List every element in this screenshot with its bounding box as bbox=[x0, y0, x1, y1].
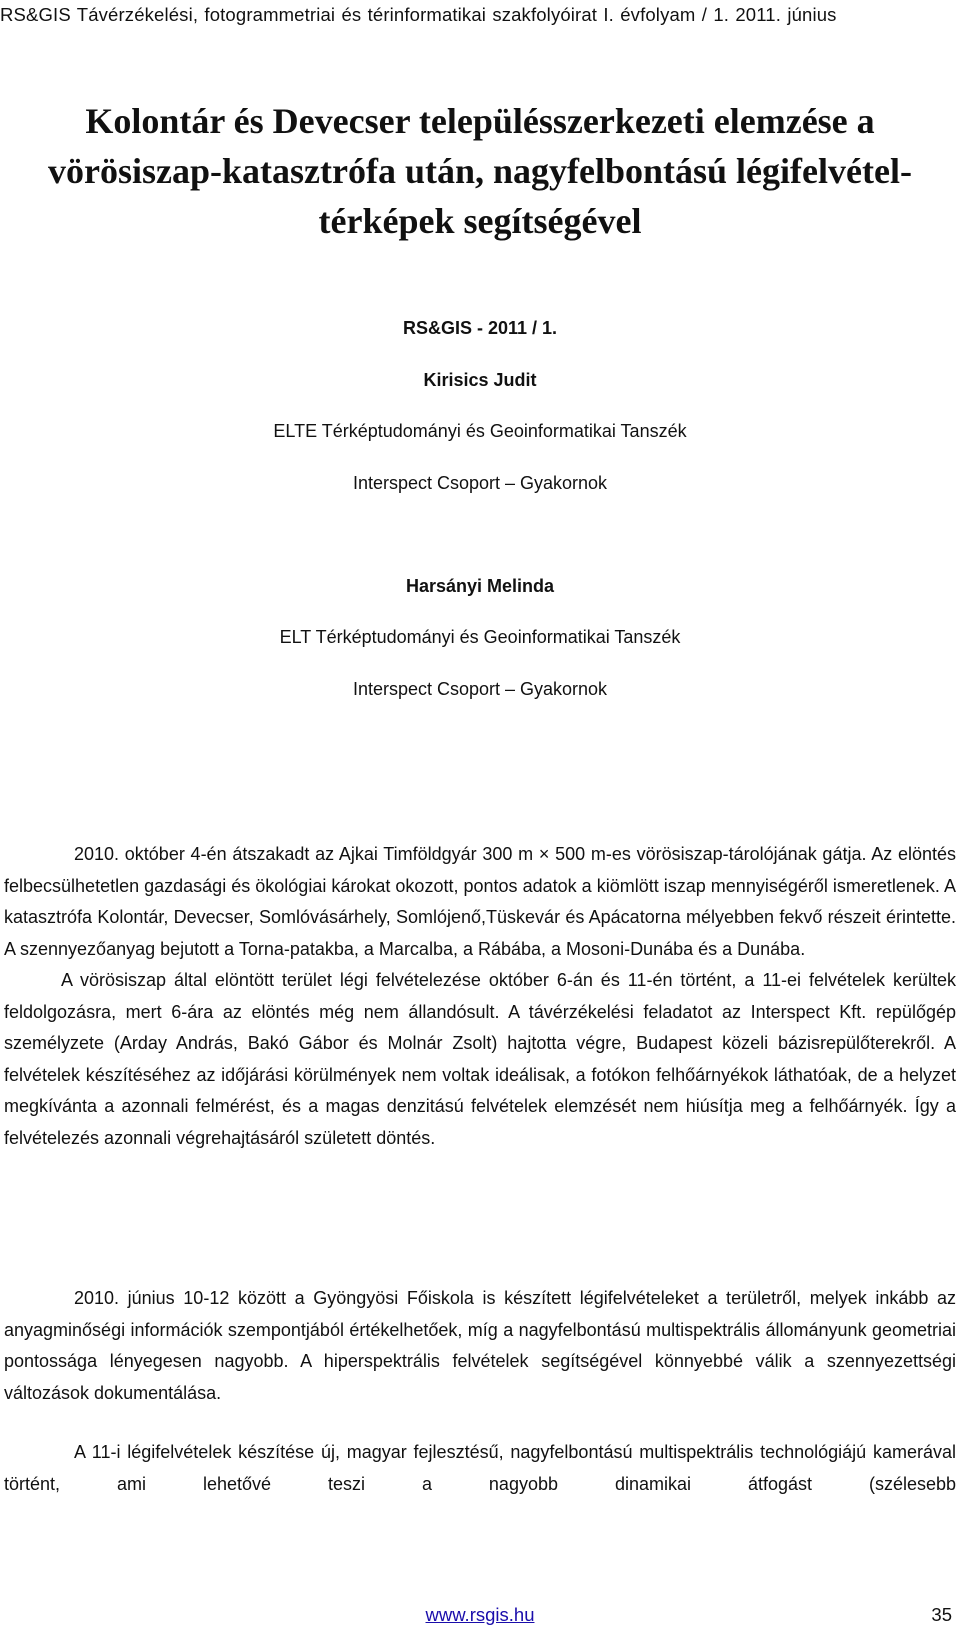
article-title bbox=[0, 96, 960, 246]
footer-website-link[interactable]: www.rsgis.hu bbox=[425, 1604, 535, 1625]
body-section-1 bbox=[4, 844, 956, 1154]
paragraph: A 11-i légifelvételek készítése új, magyar fejlesztésű, nagyfelbontású multispektrális technológiájú kamerával történt, ami lehetővé teszi a nagyobb dinamikai átfogást (szélesebb bbox=[4, 1442, 956, 1494]
author-affiliation: ELT Térképtudományi és Geoinformatikai Tanszék bbox=[279, 627, 681, 647]
page-number: 35 bbox=[931, 1604, 952, 1625]
paragraph: A vörösiszap által elöntött terület légi felvételezése október 6-án és 11-én történt, a 11-ei felvételek kerültek feldolgozásra, mert 6-ára az elöntés még nem állandósult. A távérzékelési feladatot az Interspect Kft. repülőgép személyzete (Arday András, Bakó Gábor és Molnár Zsolt) hajtotta végre, Budapest közeli bázisrepülőterekről. A felvételek készítéséhez az időjárási körülmények nem voltak ideálisak, a fotókon felhőárnyékok láthatóak, de a helyzet megkívánta a azonnali felmérést, és a magas denzitású felvételek elemzését nem hiúsítja meg a felhőárnyék. Így a felvételezés azonnali végrehajtásáról született döntés. bbox=[4, 970, 956, 1148]
running-header: RS&GIS Távérzékelési, fotogrammetriai és térinformatikai szakfolyóirat I. évfolyam / 1. 2011. június bbox=[0, 4, 837, 25]
issue-label: RS&GIS - 2011 / 1. bbox=[402, 318, 558, 338]
body-section-2 bbox=[4, 1283, 956, 1409]
paragraph: 2010. október 4-én átszakadt az Ajkai Timföldgyár 300 m × 500 m-es vörösiszap-tárolójának gátja. Az elöntés felbecsülhetetlen gazdasági és ökológiai károkat okozott, pontos adatok a kiömlött iszap mennyiségéről ismeretlenek. A katasztrófa Kolontár, Devecser, Somlóvásárhely, Somlójenő,Tüskevár és Apácatorna mélyebben fekvő részeit érintette. A szennyezőanyag bejutott a Torna-patakba, a Marcalba, a Rábába, a Mosoni-Dunába és a Dunába. bbox=[4, 844, 956, 959]
title-line: Kolontár és Devecser településszerkezeti elemzése a bbox=[85, 101, 875, 141]
author-group: Interspect Csoport – Gyakornok bbox=[352, 473, 608, 493]
body-section-3 bbox=[4, 1437, 956, 1500]
title-line: térképek segítségével bbox=[318, 201, 642, 241]
author-name: Harsányi Melinda bbox=[405, 576, 555, 596]
author-name: Kirisics Judit bbox=[423, 370, 537, 390]
author-affiliation: ELTE Térképtudományi és Geoinformatikai Tanszék bbox=[273, 421, 687, 441]
title-line: vörösiszap-katasztrófa után, nagyfelbontású légifelvétel- bbox=[48, 151, 912, 191]
paragraph: 2010. június 10-12 között a Gyöngyösi Főiskola is készített légifelvételeket a területről, melyek inkább az anyagminőségi információk szempontjából értékelhetőek, míg a nagyfelbontású multispektrális állományunk geometriai pontossága lényegesen nagyobb. A hiperspektrális felvételek segítségével könnyebbé válik a szennyezettségi változások dokumentálása. bbox=[4, 1288, 956, 1403]
author-group: Interspect Csoport – Gyakornok bbox=[352, 679, 608, 699]
